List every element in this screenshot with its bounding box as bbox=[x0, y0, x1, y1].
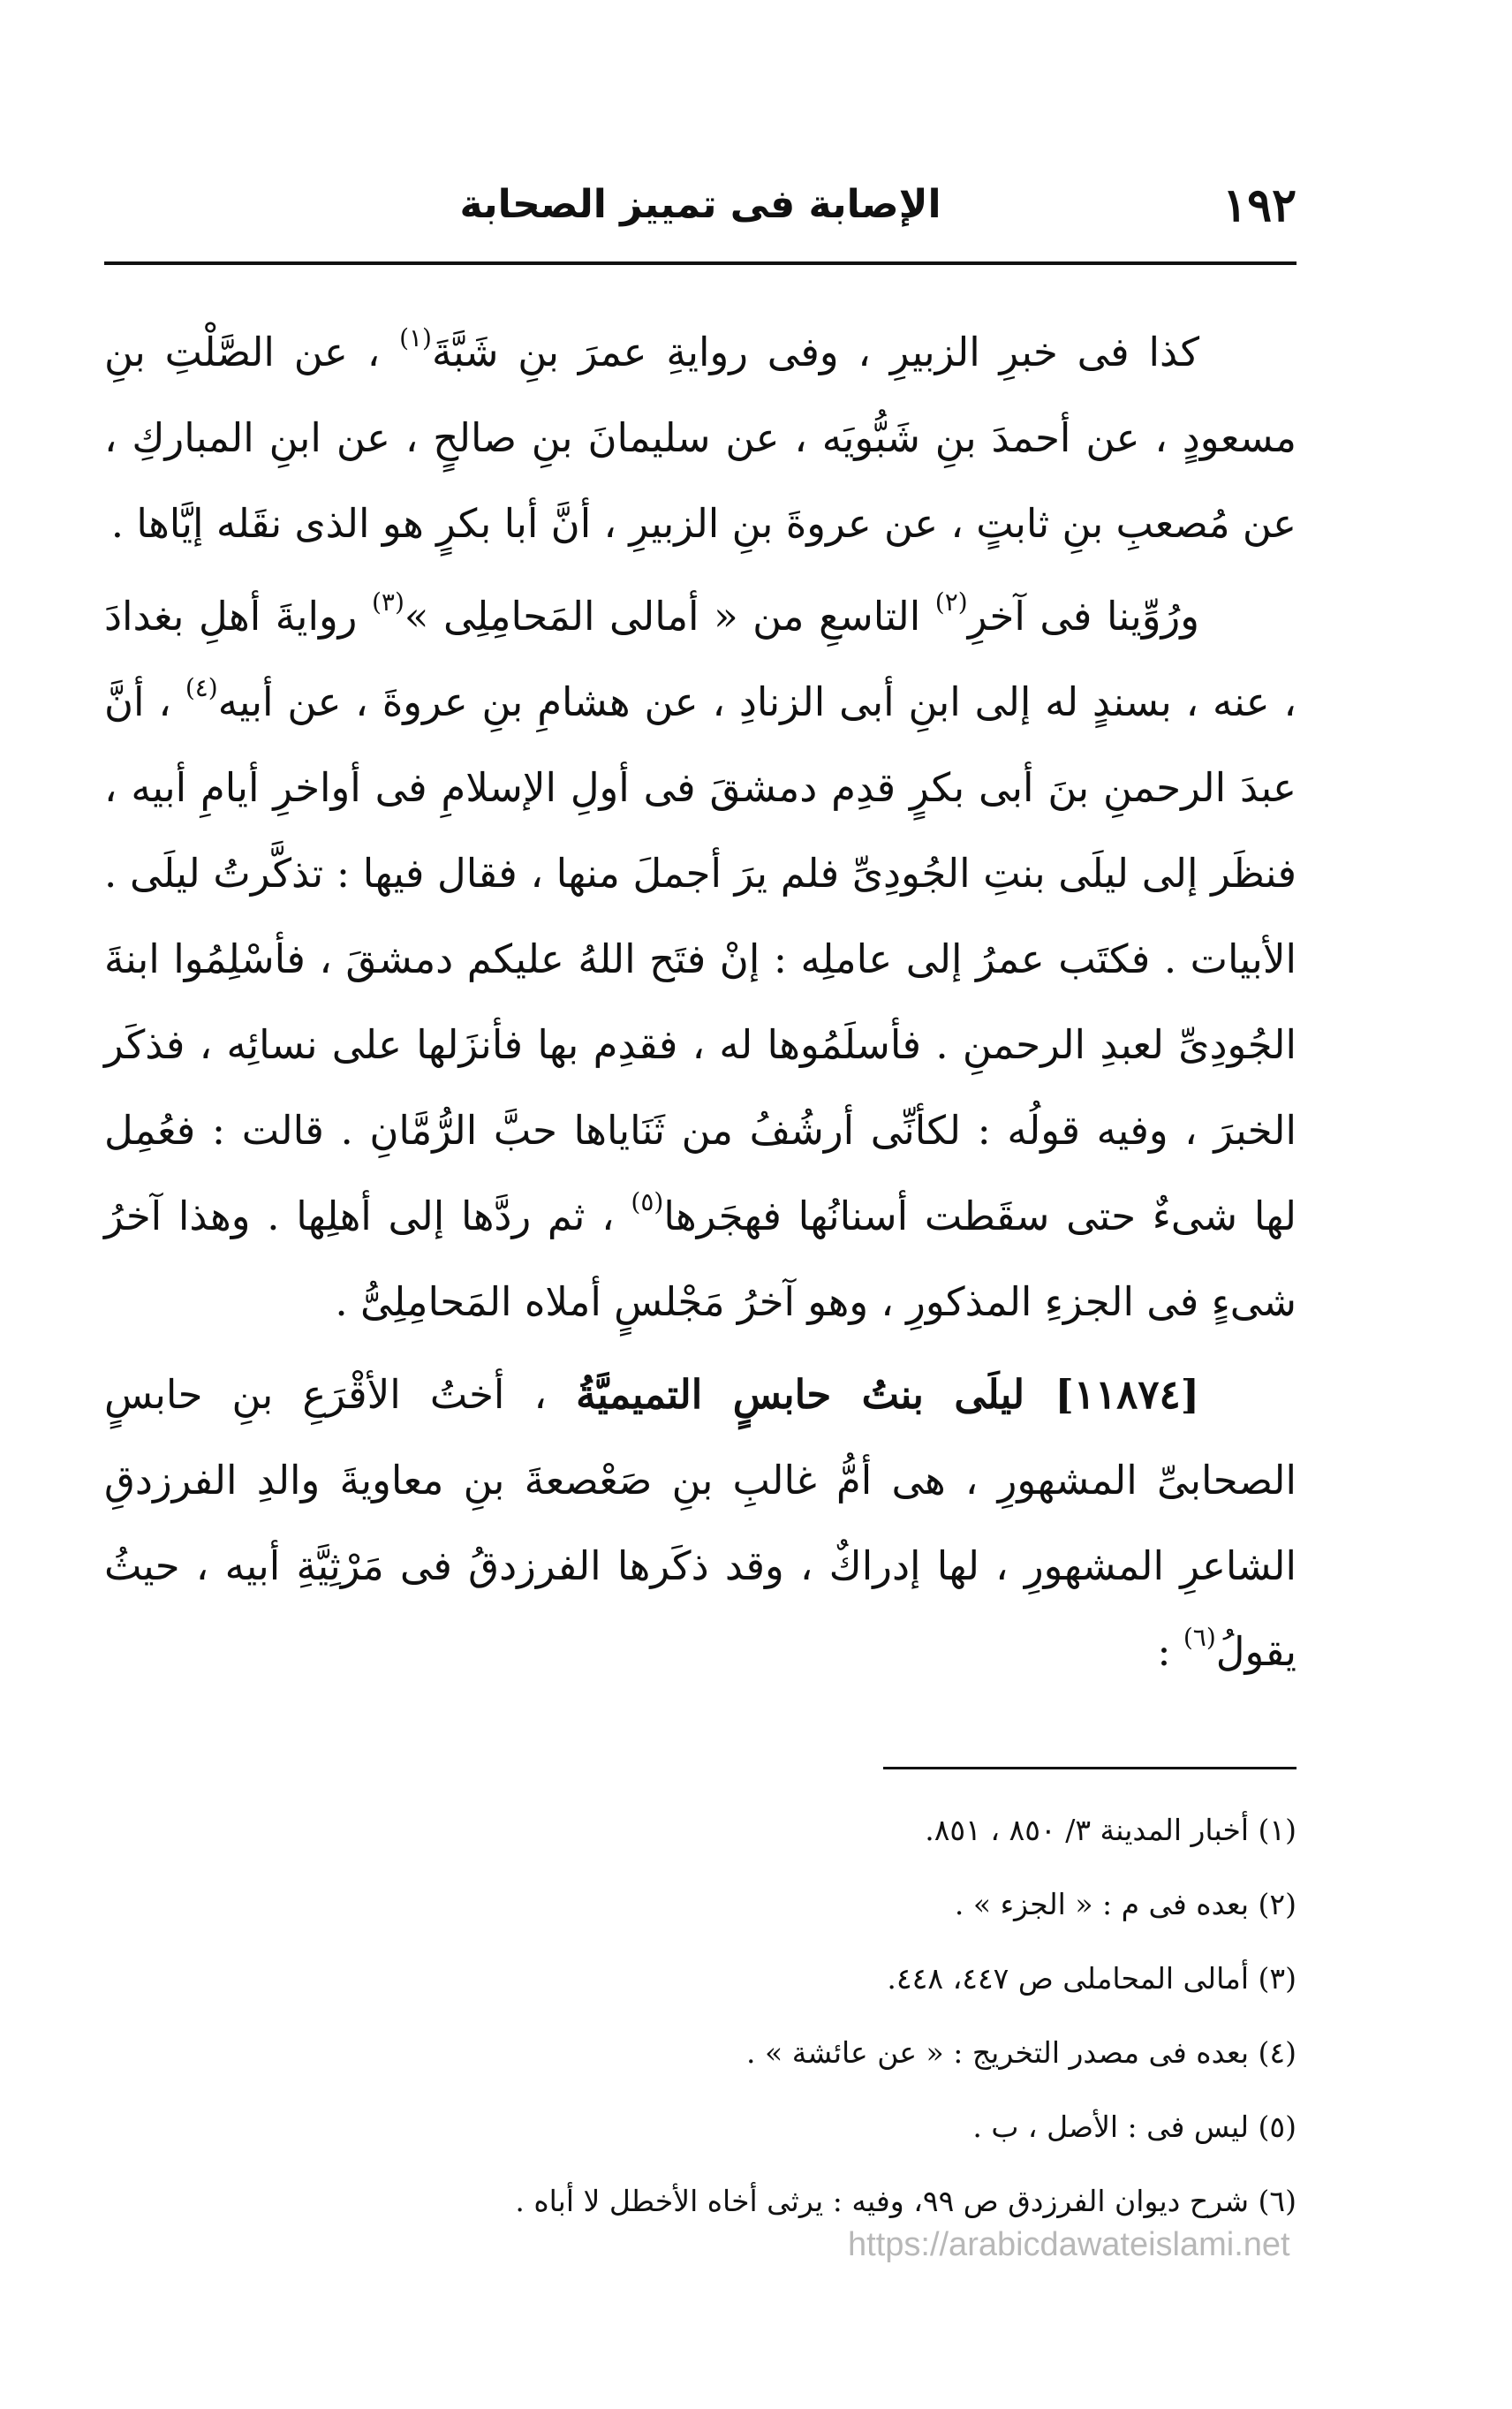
footnote-3: (٣) أمالى المحاملى ص ٤٤٧، ٤٤٨. bbox=[887, 1961, 1297, 1996]
paragraph-2 bbox=[104, 573, 1297, 1345]
main-text bbox=[104, 309, 1297, 1694]
paragraph-2-text-a: ورُوِّينا فى آخرِ bbox=[967, 593, 1199, 640]
paragraph-1-text-b: ، عن الصَّلْتِ بنِ مسعودٍ ، عن أحمدَ بنِ شَبُّويَه ، عن سليمانَ بنِ صالحٍ ، عن ابنِ المباركِ ، عن مُصعبِ بنِ ثابتٍ ، عن عروةَ بنِ الزبيرِ ، أنَّ أبا بكرٍ هو الذى نقَله إيَّاها . bbox=[104, 329, 1297, 547]
footnote-2: (٢) بعده فى م : « الجزء » . bbox=[954, 1887, 1297, 1921]
footnote-6: (٦) شرح ديوان الفرزدق ص ٩٩، وفيه : يرثى أخاه الأخطل لا أباه . bbox=[515, 2184, 1297, 2218]
entry-11874 bbox=[104, 1352, 1297, 1694]
footnote-ref-3[interactable]: (٣) bbox=[371, 587, 404, 617]
paragraph-2-text-e: ، ثم ردَّها إلى أهلِها . وهذا آخرُ شىءٍ فى الجزءِ المذكورِ ، وهو آخرُ مَجْلسٍ أملاه المَحامِلِىُّ . bbox=[104, 1193, 1297, 1325]
entry-number: [١١٨٧٤] bbox=[1055, 1371, 1199, 1418]
footnote-ref-5[interactable]: (٥) bbox=[631, 1187, 664, 1216]
footnote-5: (٥) ليس فى : الأصل ، ب . bbox=[972, 2110, 1297, 2144]
header-rule bbox=[104, 261, 1297, 265]
footnote-ref-6[interactable]: (٦) bbox=[1183, 1623, 1216, 1652]
footnote-1: (١) أخبار المدينة ٣/ ٨٥٠ ، ٨٥١. bbox=[925, 1813, 1297, 1847]
footnote-ref-2[interactable]: (٢) bbox=[934, 587, 968, 617]
entry-text-b: : bbox=[1157, 1628, 1183, 1675]
paragraph-2-text-d: ، أنَّ عبدَ الرحمنِ بنَ أبى بكرٍ قدِم دمشقَ فى أولِ الإسلامِ فى أواخرِ أيامِ أبيه ، فنظَر إلى ليلَى بنتِ الجُودِىِّ فلم يرَ أجملَ منها ، فقال فيها : تذكَّرتُ ليلَى . الأبيات . فكتَب عمرُ إلى عاملِه : إنْ فتَح اللهُ عليكم دمشقَ ، فأسْلِمُوا ابنةَ الجُودِىِّ لعبدِ الرحمنِ . فأسلَمُوها له ، فقدِم بها فأنزَلها على نسائِه ، فذكَر الخبرَ ، وفيه قولُه : لكأنِّى أرشُفُ من ثَنَاياها حبَّ الرُّمَّانِ . قالت : فعُمِل لها شىءٌ حتى سقَطت أسنانُها فهجَرها bbox=[104, 678, 1297, 1239]
footnote-separator bbox=[883, 1767, 1297, 1769]
footnote-ref-1[interactable]: (١) bbox=[399, 323, 432, 352]
footnote-4: (٤) بعده فى مصدر التخريج : « عن عائشة » . bbox=[746, 2035, 1297, 2070]
entry-name: ليلَى بنتُ حابسٍ التميميَّةُ bbox=[576, 1371, 1055, 1418]
paragraph-1-text-a: كذا فى خبرِ الزبيرِ ، وفى روايةِ عمرَ بنِ شَبَّةَ bbox=[431, 329, 1199, 375]
paragraph-2-text-c: روايةَ أهلِ بغدادَ ، عنه ، بسندٍ له إلى ابنِ أبى الزنادِ ، عن هشامِ بنِ عروةَ ، عن أبيه bbox=[104, 593, 1297, 725]
footnotes bbox=[104, 1793, 1297, 2239]
watermark-url: https://arabicdawateislami.net bbox=[848, 2226, 1290, 2263]
paragraph-2-text-b: التاسعِ من « أمالى المَحامِلِى » bbox=[404, 593, 935, 640]
paragraph-1 bbox=[104, 309, 1297, 566]
page-number: ١٩٢ bbox=[1222, 178, 1297, 232]
footnote-ref-4[interactable]: (٤) bbox=[185, 673, 218, 702]
page-header bbox=[104, 175, 1297, 246]
running-title: الإصابة فى تمييز الصحابة bbox=[459, 182, 941, 227]
entry-text-a: ، أختُ الأقْرَعِ بنِ حابسٍ الصحابىِّ المشهورِ ، هى أمُّ غالبِ بنِ صَعْصعةَ بنِ معاويةَ والدِ الفرزدقِ الشاعرِ المشهورِ ، لها إدراكٌ ، وقد ذكَرها الفرزدقُ فى مَرْثِيَّةِ أبيه ، حيثُ يقولُ bbox=[104, 1371, 1297, 1675]
